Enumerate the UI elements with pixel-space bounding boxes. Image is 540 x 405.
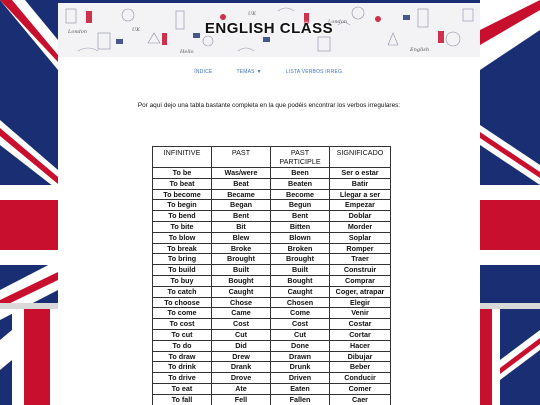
cell-significado: Ser o estar <box>330 168 391 179</box>
cell-significado: Comer <box>330 383 391 394</box>
cell-past: Blew <box>212 232 271 243</box>
cell-significado: Romper <box>330 243 391 254</box>
cell-past: Chose <box>212 297 271 308</box>
nav-item-temas-label: TEMAS <box>236 69 255 75</box>
cell-past-participle: Cost <box>271 319 330 330</box>
svg-text:UK: UK <box>132 27 140 33</box>
nav-item-temas[interactable] <box>236 69 261 75</box>
cell-past: Beat <box>212 178 271 189</box>
table-row <box>153 211 391 222</box>
cell-infinitive: To be <box>153 168 212 179</box>
cell-past: Caught <box>212 286 271 297</box>
cell-past-participle: Chosen <box>271 297 330 308</box>
cell-significado: Doblar <box>330 211 391 222</box>
table-row <box>153 383 391 394</box>
cell-past: Drank <box>212 362 271 373</box>
cell-past: Bit <box>212 221 271 232</box>
cell-infinitive: To come <box>153 308 212 319</box>
table-row <box>153 178 391 189</box>
cell-past-participle: Come <box>271 308 330 319</box>
intro-paragraph: Por aquí dejo una tabla bastante completa en la que podéis encontrar los verbos irregulares: <box>137 102 401 109</box>
svg-text:Hello: Hello <box>180 49 194 55</box>
table-row <box>153 254 391 265</box>
cell-infinitive: To drink <box>153 362 212 373</box>
cell-past-participle: Drawn <box>271 351 330 362</box>
cell-past: Fell <box>212 394 271 405</box>
cell-past: Cut <box>212 329 271 340</box>
column-header-infinitive: INFINITIVE <box>153 147 212 168</box>
cell-infinitive: To beat <box>153 178 212 189</box>
cell-significado: Morder <box>330 221 391 232</box>
table-row <box>153 362 391 373</box>
table-row <box>153 286 391 297</box>
table-row <box>153 373 391 384</box>
cell-past: Became <box>212 189 271 200</box>
cell-past: Drew <box>212 351 271 362</box>
table-row <box>153 243 391 254</box>
svg-text:UK: UK <box>248 11 256 17</box>
cell-past: Came <box>212 308 271 319</box>
site-title[interactable]: ENGLISH CLASS <box>204 20 334 37</box>
cell-infinitive: To drive <box>153 373 212 384</box>
table-row <box>153 394 391 405</box>
cell-past-participle: Bitten <box>271 221 330 232</box>
table-row <box>153 351 391 362</box>
cell-significado: Hacer <box>330 340 391 351</box>
cell-infinitive: To choose <box>153 297 212 308</box>
table-row <box>153 189 391 200</box>
chevron-down-icon: ▼ <box>256 69 262 75</box>
cell-significado: Dibujar <box>330 351 391 362</box>
cell-past: Bought <box>212 275 271 286</box>
cell-past: Cost <box>212 319 271 330</box>
cell-infinitive: To become <box>153 189 212 200</box>
cell-significado: Cortar <box>330 329 391 340</box>
cell-past-participle: Drunk <box>271 362 330 373</box>
table-row <box>153 232 391 243</box>
cell-infinitive: To blow <box>153 232 212 243</box>
cell-significado: Caer <box>330 394 391 405</box>
table-row <box>153 308 391 319</box>
table-header-row <box>153 147 391 168</box>
cell-significado: Traer <box>330 254 391 265</box>
table-row <box>153 200 391 211</box>
cell-past-participle: Been <box>271 168 330 179</box>
cell-infinitive: To fall <box>153 394 212 405</box>
cell-infinitive: To buy <box>153 275 212 286</box>
cell-past-participle: Done <box>271 340 330 351</box>
cell-infinitive: To break <box>153 243 212 254</box>
column-header-past-participle: PAST PARTICIPLE <box>271 147 330 168</box>
cell-past-participle: Driven <box>271 373 330 384</box>
cell-infinitive: To cost <box>153 319 212 330</box>
cell-significado: Costar <box>330 319 391 330</box>
cell-significado: Conducir <box>330 373 391 384</box>
cell-past: Brought <box>212 254 271 265</box>
cell-past-participle: Blown <box>271 232 330 243</box>
cell-past: Did <box>212 340 271 351</box>
cell-infinitive: To bend <box>153 211 212 222</box>
cell-past: Bent <box>212 211 271 222</box>
nav-item-indice[interactable]: ÍNDICE <box>194 69 213 75</box>
cell-significado: Coger, atrapar <box>330 286 391 297</box>
cell-infinitive: To build <box>153 265 212 276</box>
cell-significado: Comprar <box>330 275 391 286</box>
irregular-verbs-table <box>152 146 391 405</box>
cell-significado: Soplar <box>330 232 391 243</box>
table-row <box>153 319 391 330</box>
cell-past-participle: Eaten <box>271 383 330 394</box>
cell-significado: Elegir <box>330 297 391 308</box>
svg-text:London: London <box>328 19 347 25</box>
cell-past: Began <box>212 200 271 211</box>
cell-past-participle: Fallen <box>271 394 330 405</box>
cell-significado: Empezar <box>330 200 391 211</box>
main-content-column <box>58 3 480 405</box>
cell-infinitive: To draw <box>153 351 212 362</box>
cell-past: Drove <box>212 373 271 384</box>
cell-significado: Beber <box>330 362 391 373</box>
table-row <box>153 275 391 286</box>
cell-past-participle: Begun <box>271 200 330 211</box>
svg-text:English: English <box>410 47 430 53</box>
cell-past-participle: Beaten <box>271 178 330 189</box>
table-row <box>153 297 391 308</box>
cell-infinitive: To begin <box>153 200 212 211</box>
cell-infinitive: To bring <box>153 254 212 265</box>
cell-past-participle: Become <box>271 189 330 200</box>
cell-past-participle: Bought <box>271 275 330 286</box>
table-row <box>153 340 391 351</box>
cell-past: Broke <box>212 243 271 254</box>
cell-past: Built <box>212 265 271 276</box>
table-row <box>153 221 391 232</box>
svg-text:London: London <box>68 29 87 35</box>
table-row <box>153 265 391 276</box>
cell-infinitive: To cut <box>153 329 212 340</box>
cell-past-participle: Caught <box>271 286 330 297</box>
cell-significado: Venir <box>330 308 391 319</box>
column-header-past: PAST <box>212 147 271 168</box>
cell-infinitive: To eat <box>153 383 212 394</box>
cell-past-participle: Brought <box>271 254 330 265</box>
cell-past: Was/were <box>212 168 271 179</box>
cell-infinitive: To do <box>153 340 212 351</box>
cell-past-participle: Bent <box>271 211 330 222</box>
cell-past-participle: Broken <box>271 243 330 254</box>
cell-significado: Construir <box>330 265 391 276</box>
cell-past-participle: Built <box>271 265 330 276</box>
cell-past-participle: Cut <box>271 329 330 340</box>
table-body <box>153 168 391 405</box>
cell-infinitive: To catch <box>153 286 212 297</box>
cell-infinitive: To bite <box>153 221 212 232</box>
column-header-significado: SIGNIFICADO <box>330 147 391 168</box>
main-navigation <box>58 57 480 87</box>
site-header <box>58 3 480 57</box>
cell-significado: Batir <box>330 178 391 189</box>
nav-item-lista-verbos[interactable]: LISTA VERBOS IRREG. <box>285 69 344 75</box>
cell-significado: Llegar a ser <box>330 189 391 200</box>
table-row <box>153 168 391 179</box>
cell-past: Ate <box>212 383 271 394</box>
table-row <box>153 329 391 340</box>
